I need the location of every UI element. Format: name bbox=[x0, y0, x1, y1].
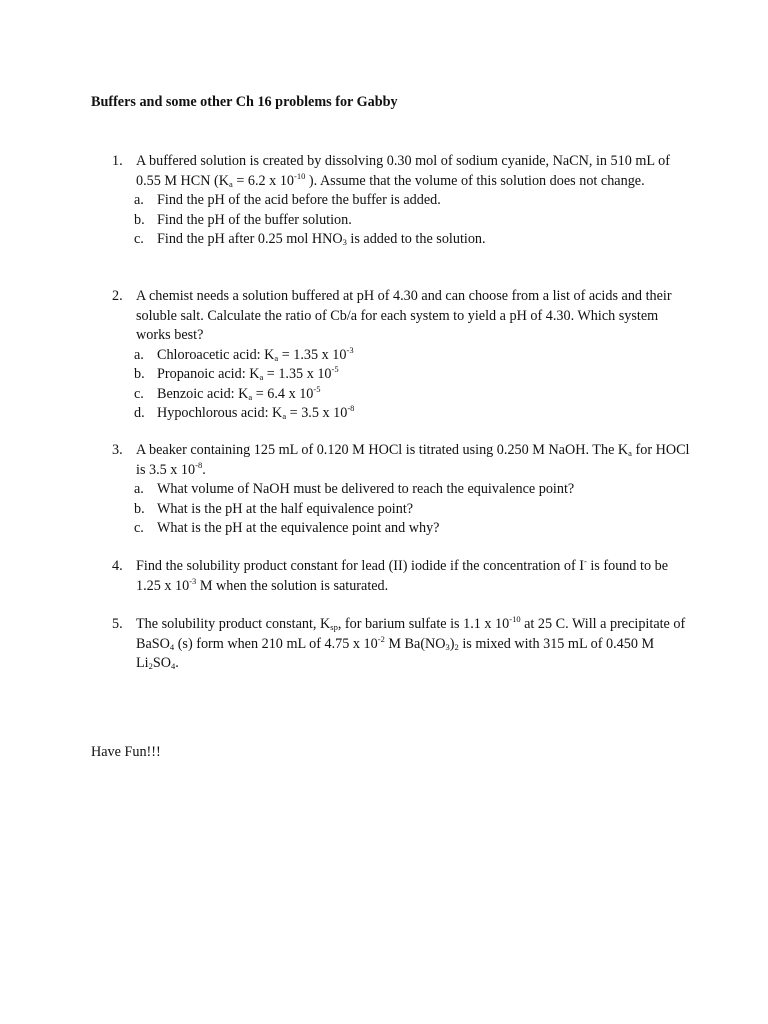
question-2 bbox=[112, 287, 692, 424]
sub-question: a. Find the pH of the acid before the buffer is added. bbox=[134, 192, 441, 208]
sub-question-list bbox=[112, 191, 692, 250]
sub-question: c. What is the pH at the equivalence point and why? bbox=[134, 520, 440, 536]
question-4 bbox=[112, 557, 692, 596]
document-title: Buffers and some other Ch 16 problems for Gabby bbox=[91, 94, 398, 110]
question-number: 3. bbox=[112, 442, 123, 458]
question-text: A beaker containing 125 mL of 0.120 M HOCl is titrated using 0.250 M NaOH. The $K_a$ for HOCl is 3.5 x $10^{-8}$. bbox=[136, 442, 690, 478]
acid-option: c. Benzoic acid: $K_a = 6.4$ x $10^{-5}$ bbox=[134, 383, 321, 402]
sub-question: c. Find the pH after 0.25 mol $HNO_3$ is added to the solution. bbox=[134, 231, 486, 247]
question-number: 1. bbox=[112, 153, 123, 169]
question-5 bbox=[112, 615, 692, 674]
acid-option: b. Propanoic acid: $K_a = 1.35$ x $10^{-5}$ bbox=[134, 364, 339, 382]
acid-option: d. Hypochlorous acid: $K_a = 3.5$ x $10^{-8}$ bbox=[134, 403, 355, 421]
sub-question-list bbox=[112, 346, 692, 424]
question-text: Find the solubility product constant for lead (II) iodide if the concentration of I- is found to be 1.25 x $10^{-3}$ M when the solution is saturated. bbox=[136, 556, 668, 594]
question-number: 4. bbox=[112, 558, 123, 574]
question-3 bbox=[112, 441, 692, 539]
question-text: The solubility product constant, $K_{sp}$, for barium sulfate is 1.1 x $10^{-10}$ at 25 C. Will a precipitate of BaSO$_4$ (s) form when 210 mL of 4.75 x $10^{-2}$ M $Ba(NO_3)_2$ is mixed with 315 mL of 0.450 M $Li_2SO_4$. bbox=[136, 614, 686, 671]
sub-question: b. Find the pH of the buffer solution. bbox=[134, 211, 352, 228]
question-text: A buffered solution is created by dissolving 0.30 mol of sodium cyanide, NaCN, in 510 mL of 0.55 M HCN ($K_a = 6.2$ x $10^{-10}$ ). Assume that the volume of this solution does not change. bbox=[136, 153, 670, 189]
acid-option: a. Chloroacetic acid: $K_a = 1.35$ x $10^{-3}$ bbox=[134, 344, 354, 363]
sub-question: b. What is the pH at the half equivalence point? bbox=[134, 500, 414, 517]
question-text: A chemist needs a solution buffered at pH of 4.30 and can choose from a list of acids and their soluble salt. Calculate the ratio of Cb/a for each system to yield a pH of 4.30. Which system works best? bbox=[136, 288, 672, 343]
closing-text: Have Fun!!! bbox=[91, 744, 161, 760]
question-number: 5. bbox=[112, 616, 123, 632]
sub-question: a. What volume of NaOH must be delivered to reach the equivalence point? bbox=[134, 481, 575, 497]
question-1 bbox=[112, 152, 692, 250]
sub-question-list bbox=[112, 480, 692, 539]
question-number: 2. bbox=[112, 288, 123, 304]
